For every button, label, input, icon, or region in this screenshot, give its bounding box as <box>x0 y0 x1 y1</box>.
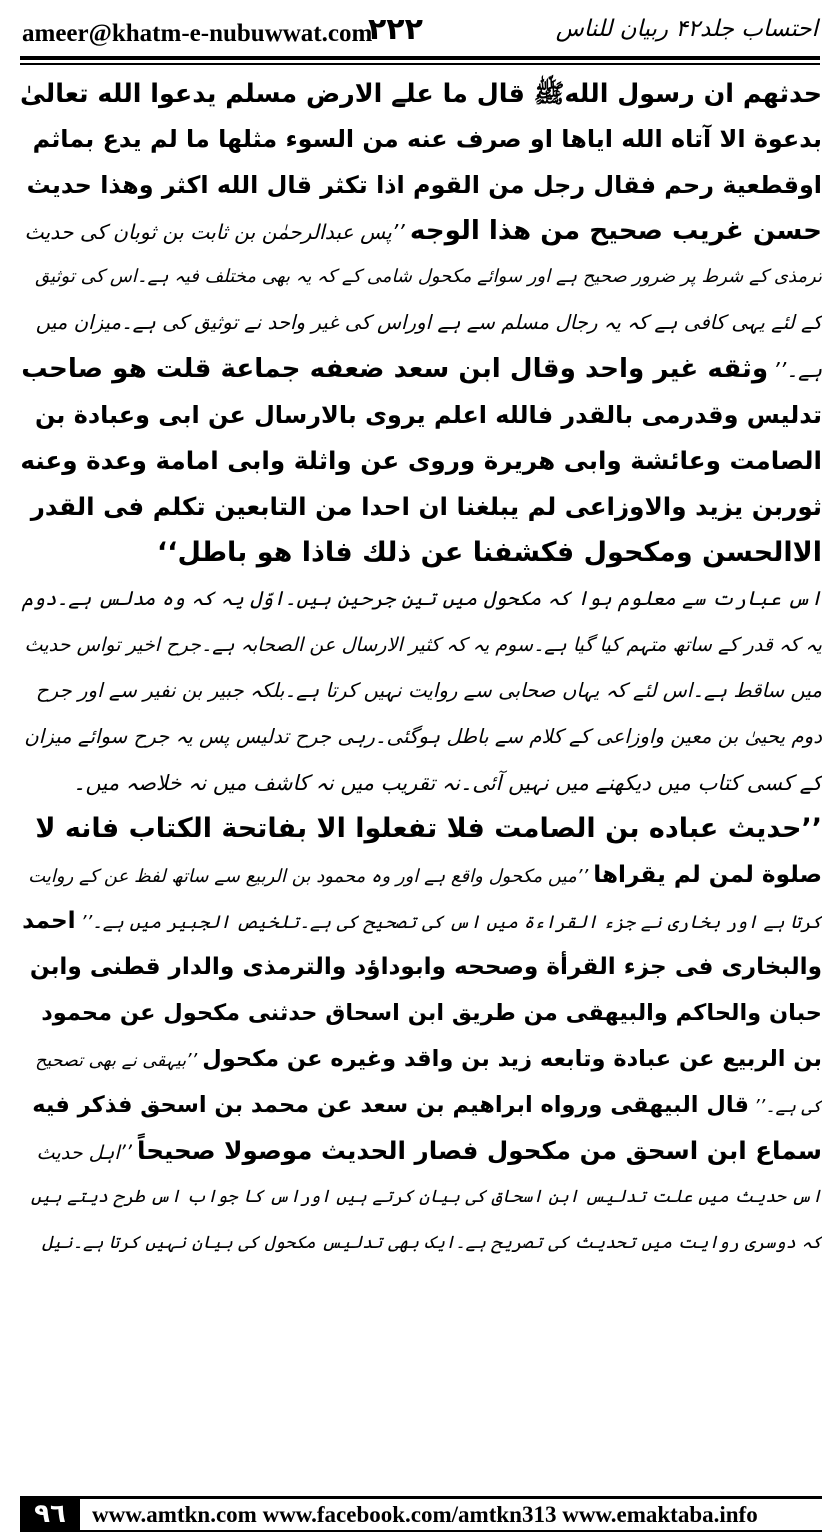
page-header <box>0 0 840 72</box>
text-line <box>20 254 822 300</box>
urdu-segment: کے لئے یہی کافی ہے کہ یہ رجال مسلم سے ہے اوراس کی غیر واحد نے توثیق کی ہے۔میزان میں <box>35 311 822 334</box>
arabic-segment: ’’حدیث عباده بن الصامت فلا تفعلوا الا بفاتحة الکتاب فانه لا <box>35 813 822 844</box>
urdu-segment: کرتا ہے اور بخاری نے جزء القراءۃ میں اس کی تصحیح کی ہے۔تلخیص الجبیر میں ہے۔’’ <box>80 912 822 933</box>
urdu-segment: ’’بیہقی نے بھی تصحیح <box>35 1051 198 1071</box>
text-line <box>20 852 822 898</box>
arabic-segment: تدلیس وقدرمی بالقدر فالله اعلم یروی بالارسال عن ابی وعبادة بن <box>34 401 822 429</box>
text-line <box>20 714 822 760</box>
urdu-segment: ’’پس عبدالرحمٰن بن ثابت بن ثوبان کی حدیث <box>24 220 405 244</box>
text-line <box>20 806 822 852</box>
urdu-segment: ہے۔’’ <box>773 358 822 382</box>
arabic-segment: بدعوة الا آتاه الله ایاها او صرف عنه من السوء مثلها ما لم یدع بماثم <box>32 125 822 153</box>
arabic-segment: حبان والحاکم والبیهقی من طریق ابن اسحاق حدثنی مکحول عن محمود <box>41 1000 822 1026</box>
text-line <box>20 70 822 116</box>
text-line <box>20 990 822 1036</box>
header-book-title: احتساب جلد۴۲ ربیان للناس <box>555 16 818 42</box>
arabic-segment: قال البیهقی ورواه ابراهیم بن سعد عن محمد بن اسحق فذکر فیه <box>32 1092 749 1118</box>
footer-page-number: ۹٦ <box>20 1496 80 1532</box>
urdu-segment: کہ دوسری روایت میں تحدیث کی تصریح ہے۔ایک بھی تدلیس مکحول کی بیان نہیں کرتا ہے۔نیل <box>41 1233 822 1253</box>
arabic-segment: صلوة لمن لم یقراها <box>593 861 822 888</box>
urdu-segment: کے کسی کتاب میں دیکھنے میں نہیں آئی۔نہ تقریب میں نہ کاشف میں نہ خلاصہ میں۔ <box>73 771 822 795</box>
urdu-segment: دوم یحییٰ بن معین واوزاعی کے کلام سے باطل ہوگئی۔رہی جرح تدلیس پس یہ جرح سوائے میزان <box>24 725 822 748</box>
text-line <box>20 162 822 208</box>
urdu-segment: میں ساقط ہے۔اس لئے کہ یہاں صحابی سے روایت نہیں کرتا ہے۔بلکہ جبیر بن نفیر سے اور جرح <box>35 679 822 702</box>
urdu-segment: ’’میں مکحول واقع ہے اور وہ محمود بن الربیع سے ساتھ لفظ عن کے روایت <box>28 866 589 887</box>
urdu-segment: یہ کہ قدر کے ساتھ متہم کیا گیا ہے۔سوم یہ کہ کثیر الارسال عن الصحابہ ہے۔جرح اخیر تواس حدیث <box>24 633 822 656</box>
text-line <box>20 1082 822 1128</box>
arabic-segment: ثوربن یزید والاوزاعی لم یبلغنا ان احدا من التابعین تکلم فی القدر <box>30 492 822 521</box>
urdu-segment: ’’اہل حدیث <box>36 1141 132 1164</box>
text-line <box>20 1174 822 1220</box>
footer-links: www.amtkn.com www.facebook.com/amtkn313 www.emaktaba.info <box>92 1502 758 1527</box>
text-line <box>20 346 822 392</box>
text-line <box>20 484 822 530</box>
text-line <box>20 300 822 346</box>
text-line <box>20 530 822 576</box>
arabic-segment: الاالحسن ومکحول فکشفنا عن ذلك فاذا هو باطل‘‘ <box>156 537 822 568</box>
footer-rule <box>80 1496 822 1499</box>
header-email: ameer@khatm-e-nubuwwat.com <box>22 20 373 47</box>
text-line <box>20 438 822 484</box>
arabic-segment: حدثهم ان رسول اللهﷺ قال ما علے الارض مسلم یدعوا الله تعالیٰ <box>20 78 822 108</box>
arabic-segment: احمد <box>22 907 76 934</box>
arabic-segment: بن الربیع عن عبادة وتابعه زید بن واقد وغیره عن مکحول <box>202 1046 822 1072</box>
header-rule <box>20 56 820 60</box>
text-line <box>20 392 822 438</box>
text-line <box>20 760 822 806</box>
text-line <box>20 1220 822 1266</box>
arabic-segment: وثقه غیر واحد وقال ابن سعد ضعفه جماعة قلت هو صاحب <box>21 354 769 384</box>
urdu-segment: اس عبارت سے معلوم ہوا کہ مکحول میں تین جرحین ہیں۔اوّل یہ کہ وہ مدلس ہے۔دوم <box>21 587 822 610</box>
text-line <box>20 668 822 714</box>
text-line <box>20 898 822 944</box>
footer-rule-bottom <box>80 1530 822 1532</box>
arabic-segment: سماع ابن اسحق من مکحول فصار الحدیث موصولا صحیحاً <box>137 1136 822 1165</box>
text-line <box>20 622 822 668</box>
header-rule-thin <box>20 63 820 65</box>
urdu-segment: کی ہے۔’’ <box>754 1097 822 1117</box>
text-line <box>20 576 822 622</box>
text-line <box>20 1036 822 1082</box>
arabic-segment: والبخاری فی جزء القرأة وصححه وابوداؤد والترمذی والدار قطنی وابن <box>29 953 822 980</box>
urdu-segment: ترمذی کے شرط پر ضرور صحیح ہے اور سوائے مکحول شامی کے کہ یہ بھی مختلف فیہ ہے۔اس کی توثیق <box>35 266 822 287</box>
header-page-number: ۲۲۲ <box>368 12 423 47</box>
urdu-segment: اس حدیث میں علت تدلیس ابن اسحاق کی بیان کرتے ہیں اوراس کا جواب اس طرح دیتے ہیں <box>30 1187 822 1207</box>
page-body <box>20 70 822 1266</box>
arabic-segment: حسن غریب صحیح من هذا الوجه <box>409 216 822 246</box>
text-line <box>20 1128 822 1174</box>
arabic-segment: الصامت وعائشة وابی هریرة وروی عن واثلة وابی امامة وعدة وعنه <box>20 446 822 475</box>
text-line <box>20 208 822 254</box>
text-line <box>20 116 822 162</box>
text-line <box>20 944 822 990</box>
arabic-segment: اوقطعیة رحم فقال رجل من القوم اذا تکثر قال الله اکثر وهذا حدیث <box>26 171 822 199</box>
page-footer <box>0 1490 840 1540</box>
